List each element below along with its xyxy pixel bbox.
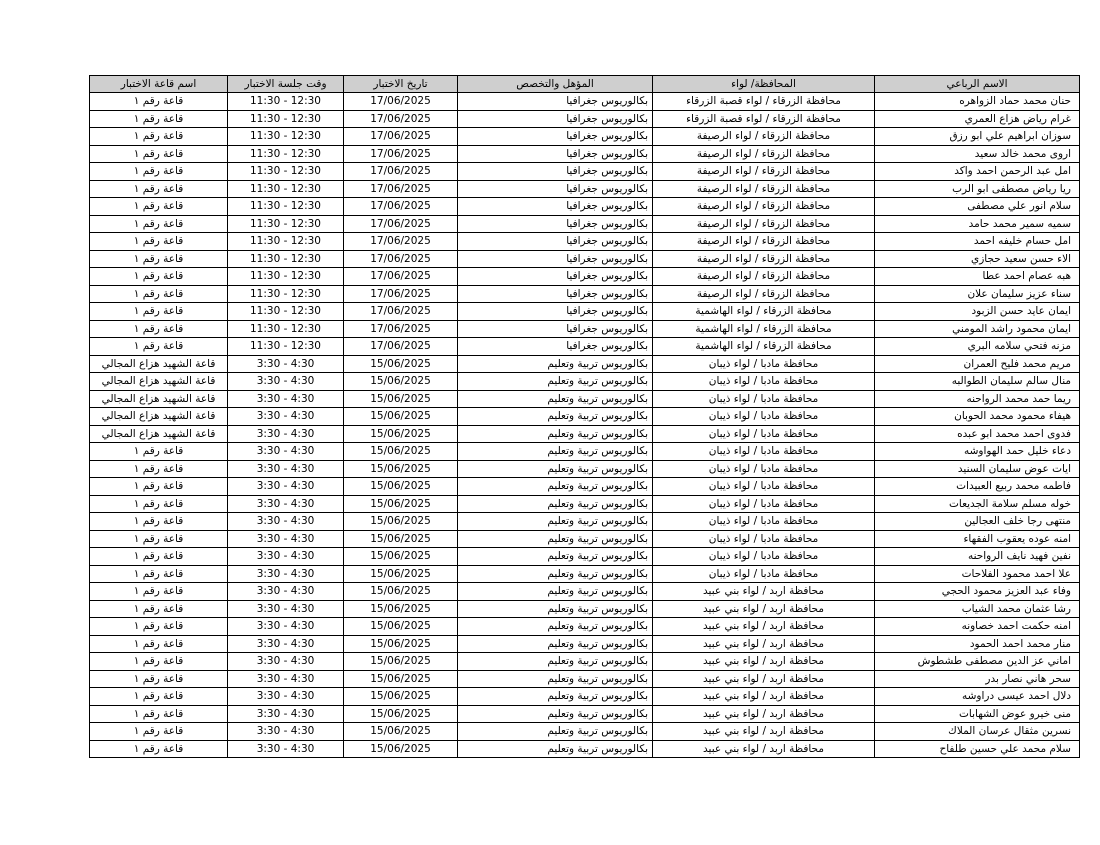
table-row [90,163,1080,181]
cell-hall: قاعة رقم ١ [90,320,228,338]
cell-qualification: بكالوريوس تربية وتعليم [458,390,653,408]
cell-date: 17/06/2025 [344,268,458,286]
cell-date: 15/06/2025 [344,408,458,426]
cell-date: 17/06/2025 [344,215,458,233]
table-row [90,303,1080,321]
cell-date: 17/06/2025 [344,303,458,321]
cell-time: 11:30 - 12:30 [228,233,344,251]
cell-date: 15/06/2025 [344,670,458,688]
cell-hall: قاعة الشهيد هزاع المجالي [90,355,228,373]
cell-governorate: محافظة الزرقاء / لواء الرصيفة [653,180,875,198]
table-row [90,285,1080,303]
cell-hall: قاعة رقم ١ [90,548,228,566]
cell-date: 15/06/2025 [344,530,458,548]
cell-date: 15/06/2025 [344,583,458,601]
cell-qualification: بكالوريوس تربية وتعليم [458,670,653,688]
cell-name: خوله مسلم سلامة الجديعات [875,495,1080,513]
cell-hall: قاعة رقم ١ [90,443,228,461]
cell-time: 3:30 - 4:30 [228,635,344,653]
cell-date: 17/06/2025 [344,338,458,356]
cell-time: 11:30 - 12:30 [228,303,344,321]
cell-governorate: محافظة اربد / لواء بني عبيد [653,618,875,636]
cell-date: 17/06/2025 [344,128,458,146]
cell-hall: قاعة الشهيد هزاع المجالي [90,425,228,443]
cell-date: 15/06/2025 [344,373,458,391]
cell-qualification: بكالوريوس تربية وتعليم [458,478,653,496]
cell-time: 3:30 - 4:30 [228,688,344,706]
cell-hall: قاعة الشهيد هزاع المجالي [90,373,228,391]
cell-governorate: محافظة الزرقاء / لواء الرصيفة [653,198,875,216]
cell-qualification: بكالوريوس جغرافيا [458,233,653,251]
cell-qualification: بكالوريوس جغرافيا [458,250,653,268]
cell-hall: قاعة رقم ١ [90,338,228,356]
cell-qualification: بكالوريوس تربية وتعليم [458,460,653,478]
header-name: الاسم الرباعي [875,76,1080,93]
cell-name: هيفاء محمود محمد الحوبان [875,408,1080,426]
table-row [90,355,1080,373]
cell-qualification: بكالوريوس تربية وتعليم [458,583,653,601]
cell-qualification: بكالوريوس تربية وتعليم [458,723,653,741]
table-row [90,583,1080,601]
table-row [90,233,1080,251]
cell-date: 15/06/2025 [344,355,458,373]
cell-date: 15/06/2025 [344,653,458,671]
cell-qualification: بكالوريوس تربية وتعليم [458,618,653,636]
cell-hall: قاعة رقم ١ [90,110,228,128]
table-row [90,128,1080,146]
cell-governorate: محافظة اربد / لواء بني عبيد [653,653,875,671]
cell-governorate: محافظة مادبا / لواء ذيبان [653,408,875,426]
cell-date: 17/06/2025 [344,233,458,251]
cell-governorate: محافظة الزرقاء / لواء الرصيفة [653,233,875,251]
table-row [90,215,1080,233]
cell-governorate: محافظة مادبا / لواء ذيبان [653,355,875,373]
table-row [90,478,1080,496]
cell-hall: قاعة الشهيد هزاع المجالي [90,390,228,408]
cell-qualification: بكالوريوس جغرافيا [458,110,653,128]
cell-hall: قاعة رقم ١ [90,723,228,741]
cell-time: 11:30 - 12:30 [228,163,344,181]
header-row [90,76,1080,93]
cell-time: 3:30 - 4:30 [228,740,344,758]
cell-time: 3:30 - 4:30 [228,390,344,408]
table-row [90,653,1080,671]
table-row [90,513,1080,531]
header-time: وقت جلسة الاختبار [228,76,344,93]
cell-qualification: بكالوريوس جغرافيا [458,180,653,198]
cell-governorate: محافظة مادبا / لواء ذيبان [653,513,875,531]
cell-name: ايات عوض سليمان السنيد [875,460,1080,478]
cell-hall: قاعة رقم ١ [90,233,228,251]
cell-qualification: بكالوريوس جغرافيا [458,215,653,233]
cell-hall: قاعة رقم ١ [90,93,228,111]
cell-qualification: بكالوريوس تربية وتعليم [458,653,653,671]
cell-name: اروى محمد خالد سعيد [875,145,1080,163]
cell-governorate: محافظة مادبا / لواء ذيبان [653,565,875,583]
cell-name: سميه سمير محمد حامد [875,215,1080,233]
cell-qualification: بكالوريوس جغرافيا [458,198,653,216]
cell-name: منى خيرو عوض الشهابات [875,705,1080,723]
table-row [90,723,1080,741]
cell-date: 17/06/2025 [344,93,458,111]
cell-governorate: محافظة الزرقاء / لواء الهاشمية [653,338,875,356]
cell-hall: قاعة رقم ١ [90,600,228,618]
cell-qualification: بكالوريوس تربية وتعليم [458,530,653,548]
cell-name: مزنه فتحي سلامه البري [875,338,1080,356]
cell-qualification: بكالوريوس تربية وتعليم [458,565,653,583]
cell-time: 3:30 - 4:30 [228,565,344,583]
cell-hall: قاعة رقم ١ [90,513,228,531]
cell-hall: قاعة رقم ١ [90,163,228,181]
cell-qualification: بكالوريوس تربية وتعليم [458,373,653,391]
cell-qualification: بكالوريوس جغرافيا [458,163,653,181]
cell-governorate: محافظة اربد / لواء بني عبيد [653,740,875,758]
cell-hall: قاعة رقم ١ [90,530,228,548]
cell-governorate: محافظة الزرقاء / لواء الرصيفة [653,163,875,181]
cell-governorate: محافظة الزرقاء / لواء الرصيفة [653,285,875,303]
cell-governorate: محافظة مادبا / لواء ذيبان [653,530,875,548]
exam-schedule-table [89,75,1080,758]
cell-hall: قاعة رقم ١ [90,670,228,688]
cell-date: 15/06/2025 [344,600,458,618]
cell-governorate: محافظة اربد / لواء بني عبيد [653,635,875,653]
cell-date: 17/06/2025 [344,198,458,216]
cell-name: ريا رياض مصطفى ابو الرب [875,180,1080,198]
cell-date: 17/06/2025 [344,250,458,268]
cell-governorate: محافظة مادبا / لواء ذيبان [653,548,875,566]
cell-date: 15/06/2025 [344,495,458,513]
cell-date: 17/06/2025 [344,163,458,181]
cell-name: اماني عز الدين مصطفى طشطوش [875,653,1080,671]
cell-date: 15/06/2025 [344,513,458,531]
cell-date: 15/06/2025 [344,635,458,653]
cell-governorate: محافظة مادبا / لواء ذيبان [653,443,875,461]
cell-qualification: بكالوريوس جغرافيا [458,128,653,146]
cell-date: 15/06/2025 [344,565,458,583]
cell-name: هبه عصام احمد عطا [875,268,1080,286]
cell-qualification: بكالوريوس تربية وتعليم [458,443,653,461]
table-row [90,460,1080,478]
cell-hall: قاعة رقم ١ [90,565,228,583]
cell-qualification: بكالوريوس تربية وتعليم [458,740,653,758]
cell-date: 15/06/2025 [344,740,458,758]
cell-hall: قاعة رقم ١ [90,128,228,146]
cell-date: 15/06/2025 [344,478,458,496]
cell-name: امل عبد الرحمن احمد واكد [875,163,1080,181]
cell-time: 11:30 - 12:30 [228,93,344,111]
cell-qualification: بكالوريوس تربية وتعليم [458,425,653,443]
table-row [90,740,1080,758]
cell-name: منال سالم سليمان الطوالبه [875,373,1080,391]
cell-name: ريما حمد محمد الرواحنه [875,390,1080,408]
table-row [90,93,1080,111]
table-row [90,548,1080,566]
cell-governorate: محافظة مادبا / لواء ذيبان [653,373,875,391]
cell-time: 3:30 - 4:30 [228,443,344,461]
header-hall: اسم قاعة الاختبار [90,76,228,93]
cell-hall: قاعة رقم ١ [90,303,228,321]
cell-date: 17/06/2025 [344,285,458,303]
cell-time: 3:30 - 4:30 [228,478,344,496]
cell-hall: قاعة رقم ١ [90,478,228,496]
table-row [90,338,1080,356]
cell-hall: قاعة رقم ١ [90,460,228,478]
cell-governorate: محافظة اربد / لواء بني عبيد [653,583,875,601]
table-row [90,110,1080,128]
cell-name: سحر هاني نصار بدر [875,670,1080,688]
cell-governorate: محافظة اربد / لواء بني عبيد [653,670,875,688]
table-row [90,390,1080,408]
cell-governorate: محافظة اربد / لواء بني عبيد [653,723,875,741]
cell-date: 15/06/2025 [344,723,458,741]
table-row [90,425,1080,443]
cell-time: 11:30 - 12:30 [228,110,344,128]
table-body [90,93,1080,758]
cell-hall: قاعة رقم ١ [90,635,228,653]
cell-qualification: بكالوريوس تربية وتعليم [458,513,653,531]
cell-hall: قاعة رقم ١ [90,688,228,706]
cell-governorate: محافظة اربد / لواء بني عبيد [653,705,875,723]
cell-hall: قاعة رقم ١ [90,495,228,513]
cell-time: 11:30 - 12:30 [228,338,344,356]
cell-date: 17/06/2025 [344,145,458,163]
cell-date: 15/06/2025 [344,618,458,636]
header-qualification: المؤهل والتخصص [458,76,653,93]
cell-time: 3:30 - 4:30 [228,408,344,426]
cell-time: 3:30 - 4:30 [228,530,344,548]
cell-hall: قاعة رقم ١ [90,215,228,233]
cell-hall: قاعة رقم ١ [90,653,228,671]
cell-time: 3:30 - 4:30 [228,373,344,391]
cell-name: سلام محمد علي حسين طلفاح [875,740,1080,758]
document-page [89,75,1079,758]
cell-name: حنان محمد حماد الزواهره [875,93,1080,111]
cell-time: 3:30 - 4:30 [228,355,344,373]
cell-date: 15/06/2025 [344,460,458,478]
cell-name: امل حسام خليفه احمد [875,233,1080,251]
cell-qualification: بكالوريوس تربية وتعليم [458,688,653,706]
cell-governorate: محافظة الزرقاء / لواء قصبة الزرقاء [653,110,875,128]
cell-name: ايمان محمود راشد المومني [875,320,1080,338]
cell-date: 17/06/2025 [344,320,458,338]
cell-qualification: بكالوريوس تربية وتعليم [458,495,653,513]
cell-name: سناء عزيز سليمان علان [875,285,1080,303]
cell-name: منار محمد احمد الحمود [875,635,1080,653]
cell-governorate: محافظة اربد / لواء بني عبيد [653,600,875,618]
cell-governorate: محافظة مادبا / لواء ذيبان [653,390,875,408]
table-row [90,145,1080,163]
table-row [90,320,1080,338]
cell-name: علا احمد محمود الفلاحات [875,565,1080,583]
cell-name: امنه عوده يعقوب الفقهاء [875,530,1080,548]
cell-date: 15/06/2025 [344,705,458,723]
cell-time: 11:30 - 12:30 [228,268,344,286]
cell-governorate: محافظة مادبا / لواء ذيبان [653,478,875,496]
cell-time: 3:30 - 4:30 [228,425,344,443]
cell-qualification: بكالوريوس جغرافيا [458,285,653,303]
cell-name: الاء حسن سعيد حجازي [875,250,1080,268]
cell-governorate: محافظة اربد / لواء بني عبيد [653,688,875,706]
cell-name: فاطمه محمد ربيع العبيدات [875,478,1080,496]
cell-name: نفين فهيد نايف الرواحنه [875,548,1080,566]
cell-time: 3:30 - 4:30 [228,495,344,513]
table-row [90,180,1080,198]
cell-hall: قاعة رقم ١ [90,180,228,198]
table-row [90,618,1080,636]
cell-governorate: محافظة مادبا / لواء ذيبان [653,495,875,513]
table-row [90,495,1080,513]
cell-name: رشا عثمان محمد الشياب [875,600,1080,618]
cell-time: 3:30 - 4:30 [228,460,344,478]
cell-date: 15/06/2025 [344,443,458,461]
cell-governorate: محافظة الزرقاء / لواء قصبة الزرقاء [653,93,875,111]
cell-time: 11:30 - 12:30 [228,128,344,146]
table-row [90,530,1080,548]
cell-governorate: محافظة الزرقاء / لواء الرصيفة [653,250,875,268]
cell-qualification: بكالوريوس تربية وتعليم [458,600,653,618]
cell-name: مريم محمد فليح العمران [875,355,1080,373]
cell-time: 3:30 - 4:30 [228,548,344,566]
cell-governorate: محافظة الزرقاء / لواء الرصيفة [653,128,875,146]
cell-date: 15/06/2025 [344,688,458,706]
table-row [90,565,1080,583]
table-row [90,198,1080,216]
table-row [90,408,1080,426]
cell-hall: قاعة رقم ١ [90,268,228,286]
cell-name: سوزان ابراهيم علي ابو رزق [875,128,1080,146]
table-row [90,670,1080,688]
cell-qualification: بكالوريوس تربية وتعليم [458,705,653,723]
cell-qualification: بكالوريوس جغرافيا [458,320,653,338]
cell-qualification: بكالوريوس جغرافيا [458,145,653,163]
header-governorate: المحافظة/ لواء [653,76,875,93]
cell-governorate: محافظة الزرقاء / لواء الهاشمية [653,320,875,338]
cell-time: 11:30 - 12:30 [228,285,344,303]
cell-name: فدوى احمد محمد ابو عبده [875,425,1080,443]
cell-hall: قاعة رقم ١ [90,583,228,601]
table-row [90,600,1080,618]
header-date: تاريخ الاختبار [344,76,458,93]
cell-qualification: بكالوريوس جغرافيا [458,303,653,321]
cell-governorate: محافظة الزرقاء / لواء الرصيفة [653,145,875,163]
cell-time: 3:30 - 4:30 [228,653,344,671]
cell-name: نسرين مثقال عرسان الملاك [875,723,1080,741]
table-row [90,443,1080,461]
cell-governorate: محافظة الزرقاء / لواء الهاشمية [653,303,875,321]
cell-name: غرام رياض هزاع العمري [875,110,1080,128]
cell-qualification: بكالوريوس تربية وتعليم [458,355,653,373]
cell-name: وفاء عبد العزيز محمود الحجي [875,583,1080,601]
cell-governorate: محافظة مادبا / لواء ذيبان [653,425,875,443]
table-row [90,635,1080,653]
cell-qualification: بكالوريوس جغرافيا [458,338,653,356]
cell-qualification: بكالوريوس تربية وتعليم [458,635,653,653]
cell-time: 3:30 - 4:30 [228,705,344,723]
cell-hall: قاعة رقم ١ [90,145,228,163]
cell-hall: قاعة رقم ١ [90,285,228,303]
cell-name: دعاء خليل حمد الهواوشه [875,443,1080,461]
cell-hall: قاعة رقم ١ [90,740,228,758]
cell-qualification: بكالوريوس جغرافيا [458,93,653,111]
cell-date: 15/06/2025 [344,425,458,443]
cell-time: 11:30 - 12:30 [228,215,344,233]
cell-date: 15/06/2025 [344,548,458,566]
cell-date: 17/06/2025 [344,110,458,128]
cell-name: امنه حكمت احمد خصاونه [875,618,1080,636]
cell-governorate: محافظة الزرقاء / لواء الرصيفة [653,268,875,286]
cell-time: 11:30 - 12:30 [228,198,344,216]
cell-date: 15/06/2025 [344,390,458,408]
table-row [90,705,1080,723]
cell-time: 11:30 - 12:30 [228,320,344,338]
cell-time: 11:30 - 12:30 [228,250,344,268]
cell-time: 11:30 - 12:30 [228,145,344,163]
cell-hall: قاعة رقم ١ [90,705,228,723]
cell-time: 3:30 - 4:30 [228,723,344,741]
cell-name: ايمان عايد حسن الزبود [875,303,1080,321]
cell-qualification: بكالوريوس تربية وتعليم [458,408,653,426]
table-row [90,268,1080,286]
cell-hall: قاعة الشهيد هزاع المجالي [90,408,228,426]
cell-governorate: محافظة مادبا / لواء ذيبان [653,460,875,478]
cell-hall: قاعة رقم ١ [90,250,228,268]
cell-date: 17/06/2025 [344,180,458,198]
cell-time: 3:30 - 4:30 [228,670,344,688]
cell-name: سلام انور علي مصطفى [875,198,1080,216]
cell-hall: قاعة رقم ١ [90,198,228,216]
table-row [90,250,1080,268]
cell-governorate: محافظة الزرقاء / لواء الرصيفة [653,215,875,233]
cell-time: 3:30 - 4:30 [228,600,344,618]
cell-time: 11:30 - 12:30 [228,180,344,198]
cell-name: منتهى رجا خلف العجالين [875,513,1080,531]
cell-qualification: بكالوريوس جغرافيا [458,268,653,286]
table-header [90,76,1080,93]
cell-qualification: بكالوريوس تربية وتعليم [458,548,653,566]
cell-time: 3:30 - 4:30 [228,513,344,531]
cell-time: 3:30 - 4:30 [228,583,344,601]
table-row [90,373,1080,391]
table-row [90,688,1080,706]
cell-hall: قاعة رقم ١ [90,618,228,636]
cell-time: 3:30 - 4:30 [228,618,344,636]
cell-name: دلال احمد عيسى دراوشه [875,688,1080,706]
